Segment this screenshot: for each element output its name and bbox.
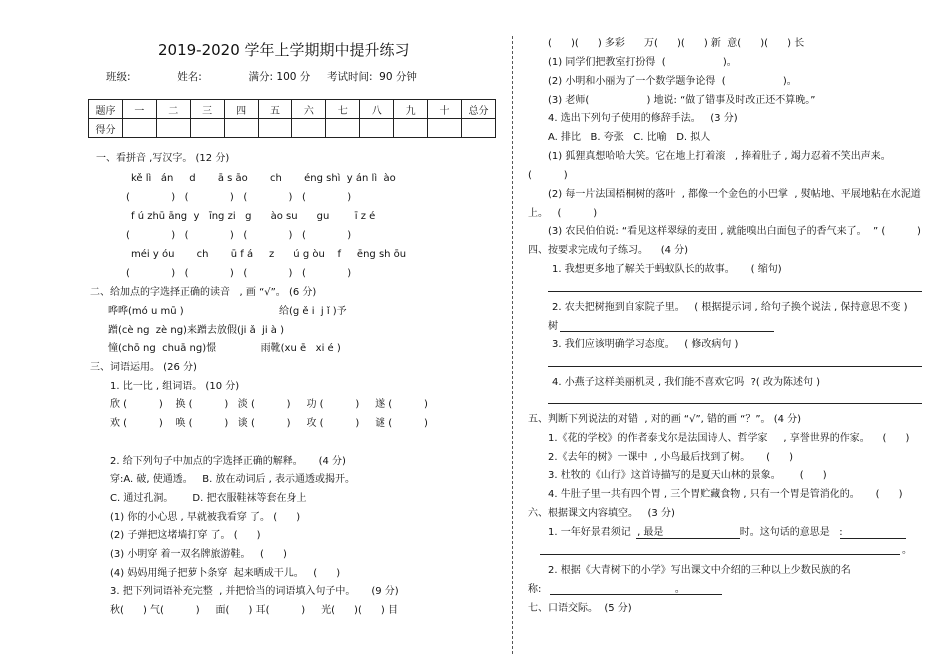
judgement-item: 3. 杜牧的《山行》这首诗描写的是夏天山林的景象。 ( )	[548, 470, 827, 481]
option-text: A. 排比 B. 夸张 C. 比喻 D. 拟人	[548, 132, 711, 143]
score-cell: 四	[224, 100, 258, 119]
answer-line[interactable]	[636, 538, 740, 539]
section-1-heading: 一、看拼音 ,写汉字。 (12 分)	[96, 153, 230, 164]
pinyin-row: kě lì án d ā s āo ch éng shì y án lì ào	[131, 173, 396, 184]
score-cell: 二	[156, 100, 190, 119]
answer-line[interactable]	[550, 594, 722, 595]
question-item: (3) 老师( ) 地说: “做了错事及时改正还不算晚。”	[548, 95, 816, 106]
question-item: (2) 子弹把这堵墙打穿 了。 ( )	[110, 530, 261, 541]
pronunciation-item: 哗哗(mó u mū ) 给(g ě i j ǐ )予	[108, 306, 347, 317]
score-label-cell: 得分	[89, 119, 123, 138]
question-item: 3. 我们应该明确学习态度。 ( 修改病句 )	[552, 339, 739, 350]
question-item: (3) 农民伯伯说: “看见这样翠绿的麦田 , 就能嗅出白面包子的香气来了。 ” ( )	[548, 226, 921, 237]
score-table-score-row	[89, 119, 496, 138]
score-table	[88, 99, 496, 138]
question-text: 1. 比一比 , 组词语。 (10 分)	[110, 381, 240, 392]
idiom-row: ( )( ) 多彩 万( )( ) 新 意( )( ) 长	[548, 38, 805, 49]
judgement-item: 1.《花的学校》的作者泰戈尔是法国诗人、哲学家 , 享誉世界的作家。 ( )	[548, 433, 910, 444]
answer-line[interactable]	[548, 403, 922, 404]
score-cell: 五	[258, 100, 292, 119]
score-cell: 三	[190, 100, 224, 119]
question-item: 2. 农夫把树拖到自家院子里。 ( 根据提示词 , 给句子换个说法 , 保持意思不变 )	[552, 302, 908, 313]
question-item: 2. 根据《大青树下的小学》写出课文中介绍的三种以上少数民族的名	[548, 565, 851, 576]
score-input-cell[interactable]	[394, 119, 428, 138]
question-item: (1) 狐狸真想哈哈大笑。它在地上打着滚 , 捧着肚子 , 竭力忍着不笑出声来。	[548, 151, 891, 162]
question-text: 2. 给下列句子中加点的字选择正确的解释。 (4 分)	[110, 456, 346, 467]
question-item: (2) 每一片法国梧桐树的落叶 , 都像一个金色的小巴掌 , 熨帖地、平展地粘在水泥道	[548, 189, 921, 200]
exam-title: 2019-2020 学年上学期期中提升练习	[158, 41, 410, 59]
option-text: C. 通过孔洞。 D. 把衣服鞋袜等套在身上	[110, 493, 307, 504]
score-cell: 八	[360, 100, 394, 119]
answer-brackets: ( )	[528, 170, 568, 181]
question-item: 1. 一年好景君须记 , 最是 时。这句话的意思是 :	[548, 527, 843, 538]
score-input-cell[interactable]	[258, 119, 292, 138]
answer-prefix: 树	[548, 321, 558, 332]
score-input-cell[interactable]	[292, 119, 326, 138]
question-item: (4) 妈妈用绳子把萝卜条穿 起来晒成干儿。 ( )	[110, 568, 341, 579]
pinyin-row: méi y óu ch ū f á z ú g òu f ēng sh ōu	[131, 249, 407, 260]
question-item-continued: 上。 ( )	[528, 208, 598, 219]
score-input-cell[interactable]	[190, 119, 224, 138]
question-text: 4. 选出下列句子使用的修辞手法。 (3 分)	[548, 113, 738, 124]
section-3-heading: 三、词语运用。 (26 分)	[90, 362, 197, 373]
score-input-cell[interactable]	[326, 119, 360, 138]
question-item: 1. 我想更多地了解关于蚂蚁队长的故事。 ( 缩句)	[552, 264, 782, 275]
answer-brackets-row: ( ) ( ) ( ) ( )	[126, 230, 352, 241]
pronunciation-item: 憧(chō ng chuā ng)憬 雨靴(xu ē xi é )	[108, 343, 341, 354]
score-cell: 六	[292, 100, 326, 119]
section-6-heading: 六、根据课文内容填空。 (3 分)	[528, 508, 675, 519]
section-4-heading: 四、按要求完成句子练习。 (4 分)	[528, 245, 689, 256]
score-table-header-row	[89, 100, 496, 119]
answer-brackets-row: ( ) ( ) ( ) ( )	[126, 192, 352, 203]
judgement-item: 4. 牛肚子里一共有四个胃 , 三个胃贮藏食物 , 只有一个胃是管消化的。 ( )	[548, 489, 903, 500]
answer-line[interactable]	[840, 538, 906, 539]
score-input-cell[interactable]	[428, 119, 462, 138]
section-2-heading: 二、给加点的字选择正确的读音 , 画 “√”。 (6 分)	[90, 287, 317, 298]
question-item: (1) 你的小心思 , 早就被我看穿 了。 ( )	[110, 512, 301, 523]
score-cell: 题序	[89, 100, 123, 119]
word-compare-row: 欣 ( ) 换 ( ) 淡 ( ) 功 ( ) 遂 ( )	[110, 399, 428, 410]
question-item-continued: 称: 。	[528, 584, 685, 595]
answer-line[interactable]	[548, 291, 922, 292]
question-item: (1) 同学们把教室打扮得 ( )。	[548, 57, 737, 68]
score-cell: 七	[326, 100, 360, 119]
answer-brackets-row: ( ) ( ) ( ) ( )	[126, 268, 352, 279]
score-input-cell[interactable]	[360, 119, 394, 138]
score-cell: 总分	[461, 100, 495, 119]
score-cell: 九	[394, 100, 428, 119]
answer-line[interactable]	[540, 554, 900, 555]
idiom-row: 秋( ) 气( ) 面( ) 耳( ) 光( )( ) 目	[110, 605, 399, 616]
question-item: 4. 小燕子这样美丽机灵 , 我们能不喜欢它吗 ?( 改为陈述句 )	[552, 377, 821, 388]
section-7-heading: 七、口语交际。 (5 分)	[528, 603, 632, 614]
question-item: (2) 小明和小丽为了一个数学题争论得 ( )。	[548, 76, 797, 87]
question-item: (3) 小明穿 着一双名牌旅游鞋。 ( )	[110, 549, 287, 560]
answer-line[interactable]	[560, 331, 774, 332]
score-input-cell[interactable]	[461, 119, 495, 138]
pronunciation-item: 蹭(cè ng zè ng)来蹭去放假(ji ǎ ji à )	[108, 325, 285, 336]
question-text: 3. 把下列词语补充完整 , 并把恰当的词语填入句子中。 (9 分)	[110, 586, 399, 597]
score-input-cell[interactable]	[156, 119, 190, 138]
word-compare-row: 欢 ( ) 唤 ( ) 谈 ( ) 攻 ( ) 谜 ( )	[110, 418, 428, 429]
section-5-heading: 五、判断下列说法的对错 , 对的画 “√”, 错的画 “？”。 (4 分)	[528, 414, 802, 425]
score-input-cell[interactable]	[224, 119, 258, 138]
sentence-end-mark: 。	[902, 545, 912, 556]
exam-info-line: 班级: 姓名: 满分: 100 分 考试时间: 90 分钟	[106, 71, 417, 83]
score-cell: 十	[428, 100, 462, 119]
judgement-item: 2.《去年的树》一课中 , 小鸟最后找到了树。 ( )	[548, 452, 794, 463]
pinyin-row: f ú zhū āng y īng zi g ào su gu ī z é	[131, 211, 376, 222]
answer-line[interactable]	[548, 366, 922, 367]
score-cell: 一	[122, 100, 156, 119]
score-input-cell[interactable]	[122, 119, 156, 138]
option-text: 穿:A. 破, 使通透。 B. 放在动词后 , 表示通透或揭开。	[110, 474, 356, 485]
column-divider	[512, 36, 513, 654]
